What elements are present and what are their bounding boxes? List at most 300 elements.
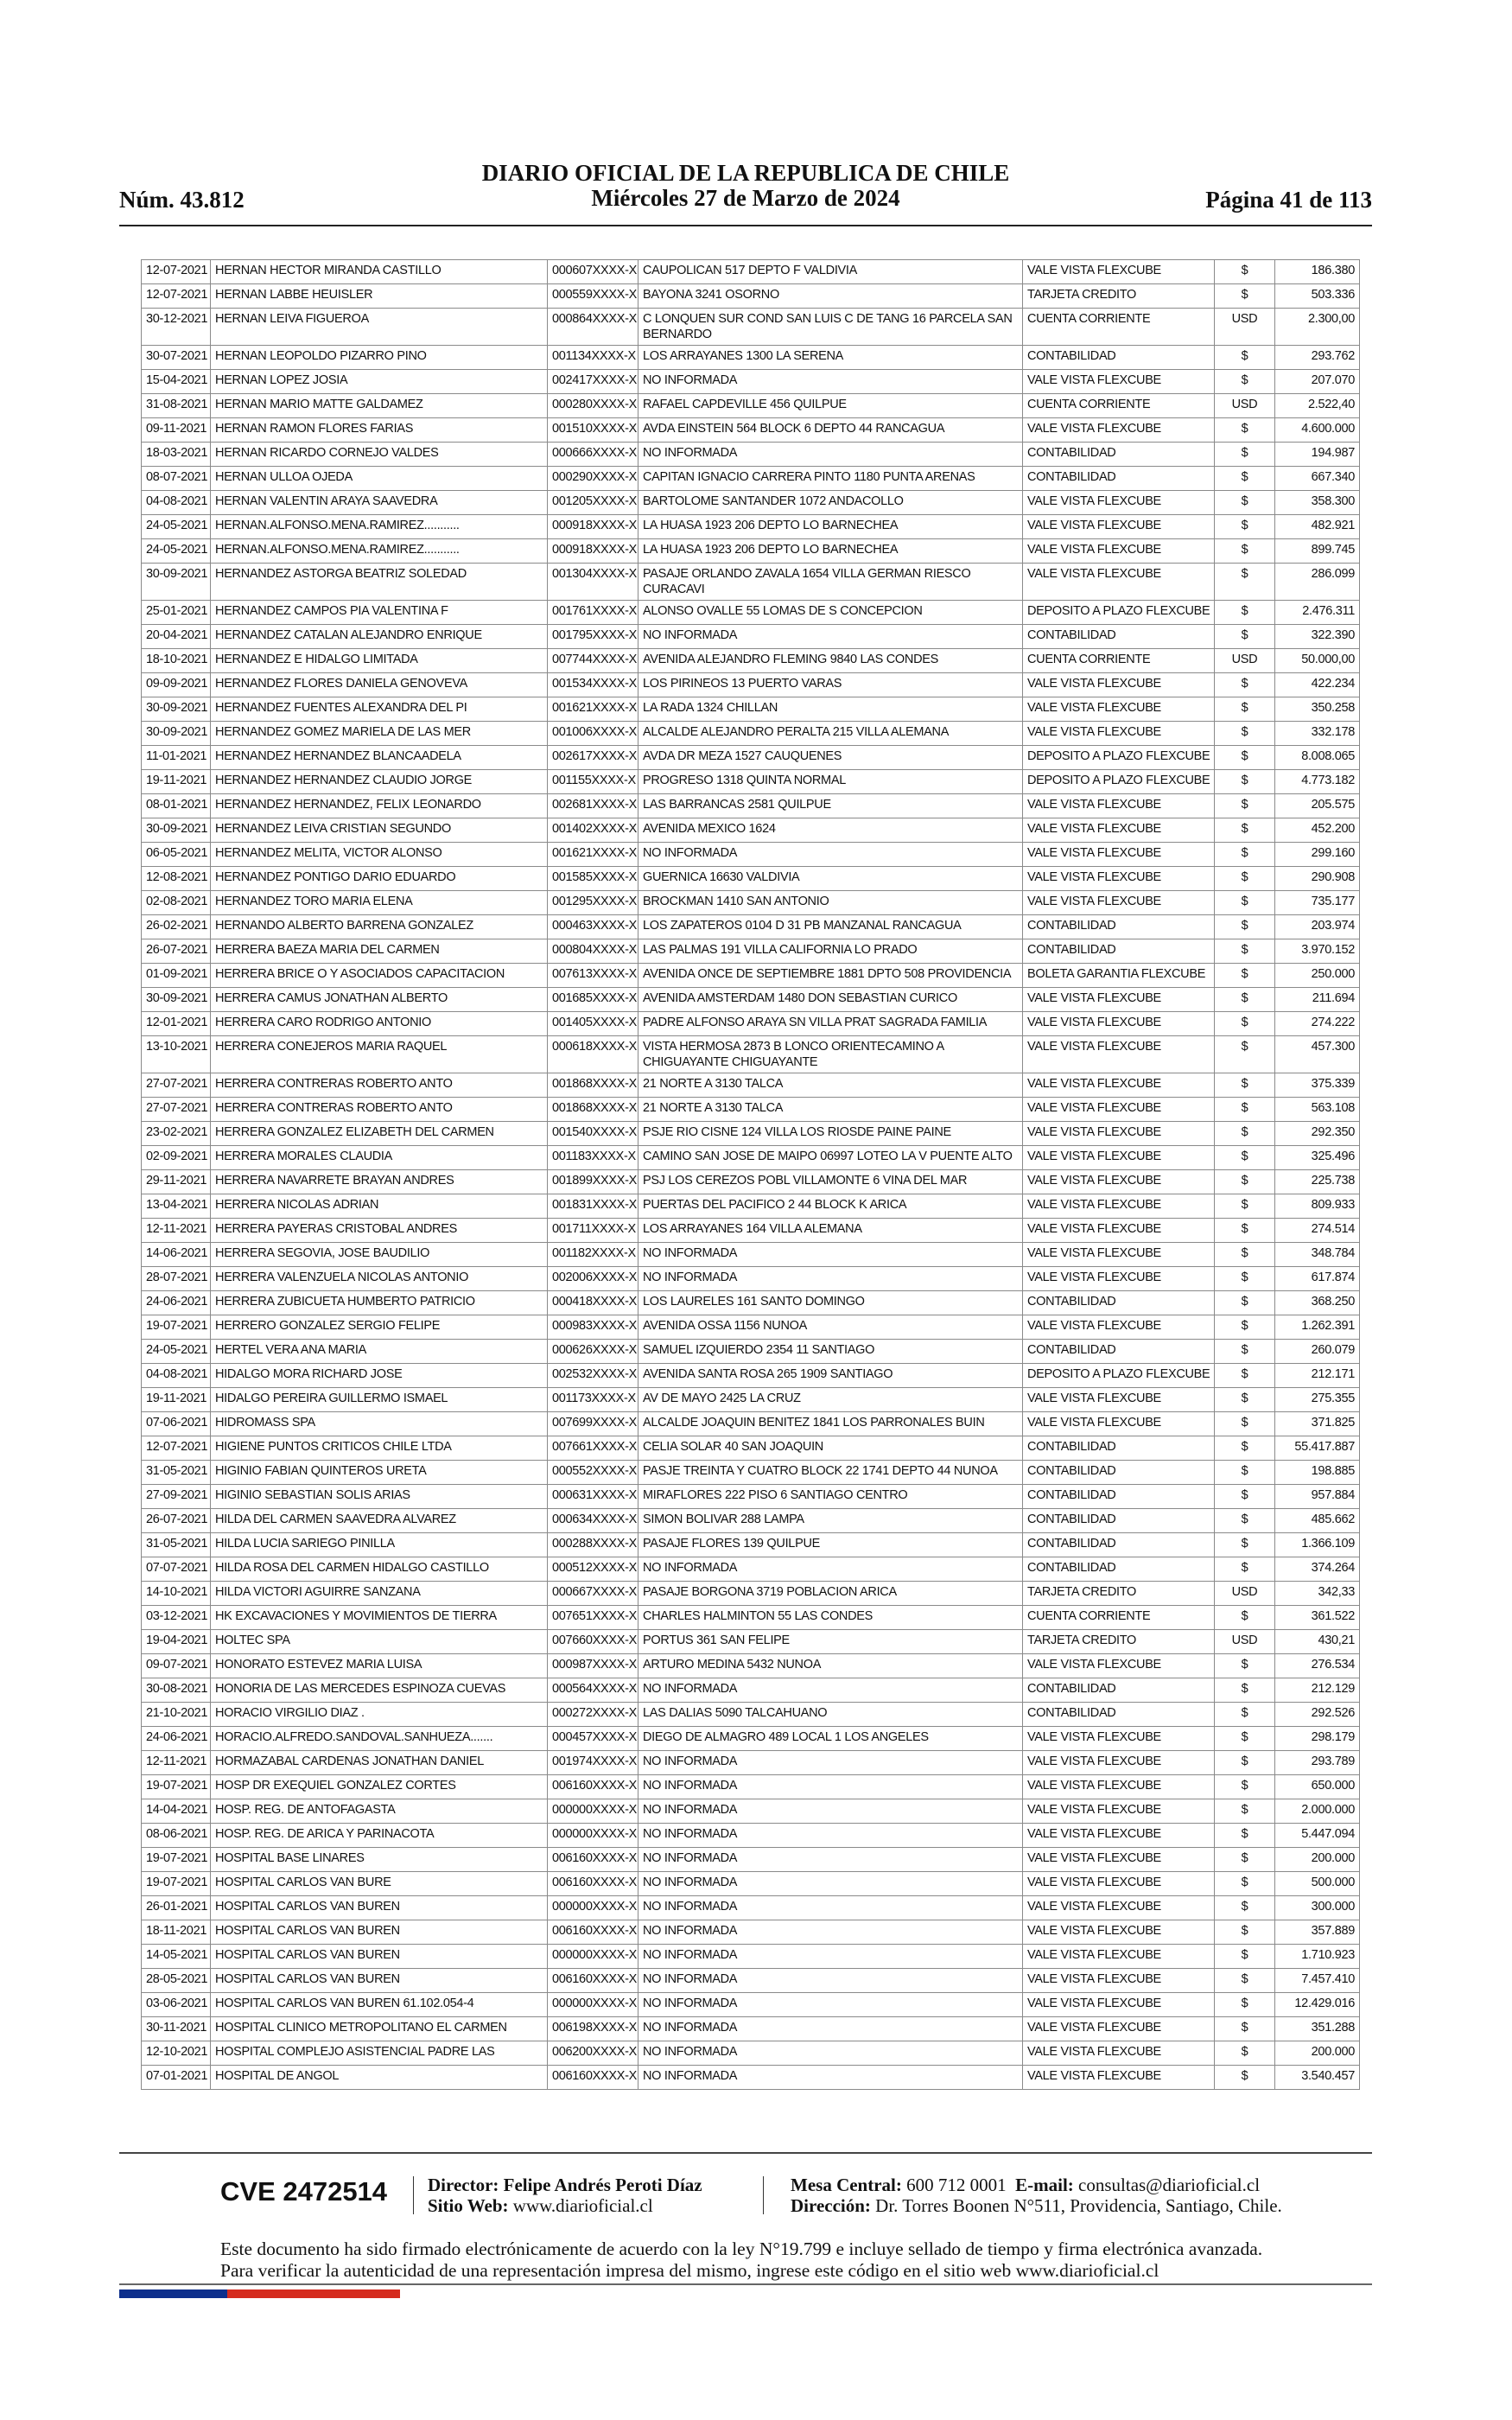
cell-currency: $ (1215, 1485, 1275, 1509)
cell-address: LAS DALIAS 5090 TALCAHUANO (638, 1703, 1023, 1727)
cell-currency: $ (1215, 260, 1275, 284)
cell-address: NO INFORMADA (638, 1267, 1023, 1291)
table-row (142, 1654, 1360, 1678)
cell-name: HIGINIO FABIAN QUINTEROS URETA (211, 1461, 548, 1485)
cell-currency: USD (1215, 309, 1275, 346)
cell-rut: 000463XXXX-X (548, 915, 638, 939)
cell-address: VISTA HERMOSA 2873 B LONCO ORIENTECAMINO A CHIGUAYANTE CHIGUAYANTE (638, 1036, 1023, 1073)
cell-address: PASAJE BORGONA 3719 POBLACION ARICA (638, 1582, 1023, 1606)
cell-amount: 12.429.016 (1275, 1993, 1360, 2017)
cell-amount: 286.099 (1275, 564, 1360, 601)
cell-amount: 503.336 (1275, 284, 1360, 309)
cell-product: VALE VISTA FLEXCUBE (1023, 697, 1215, 722)
cell-amount: 299.160 (1275, 843, 1360, 867)
cell-amount: 212.171 (1275, 1364, 1360, 1388)
cell-date: 04-08-2021 (142, 491, 211, 515)
cell-rut: 007613XXXX-X (548, 964, 638, 988)
cell-name: HERNAN LEIVA FIGUEROA (211, 309, 548, 346)
cell-product: VALE VISTA FLEXCUBE (1023, 1146, 1215, 1170)
cell-currency: $ (1215, 418, 1275, 443)
cell-address: BROCKMAN 1410 SAN ANTONIO (638, 891, 1023, 915)
cell-amount: 374.264 (1275, 1557, 1360, 1582)
cell-product: VALE VISTA FLEXCUBE (1023, 515, 1215, 539)
cell-currency: $ (1215, 564, 1275, 601)
cell-name: HERNANDEZ CATALAN ALEJANDRO ENRIQUE (211, 625, 548, 649)
cell-product: VALE VISTA FLEXCUBE (1023, 1194, 1215, 1219)
cell-name: HERNANDEZ PONTIGO DARIO EDUARDO (211, 867, 548, 891)
cell-amount: 212.129 (1275, 1678, 1360, 1703)
signature-notice: Este documento ha sido firmado electrónicamente de acuerdo con la ley N°19.799 e incluye sellado de tiempo y firma electrónica avanzada. Para verificar la autenticidad de una representación impresa del mismo, ingrese este código en el sitio web www.diarioficial.cl (220, 2238, 1263, 2281)
cell-name: HOSPITAL CARLOS VAN BUREN (211, 1969, 548, 1993)
cell-name: HILDA ROSA DEL CARMEN HIDALGO CASTILLO (211, 1557, 548, 1582)
website-label: Sitio Web: (428, 2195, 509, 2216)
cell-date: 14-04-2021 (142, 1799, 211, 1824)
cell-currency: $ (1215, 1098, 1275, 1122)
cell-date: 21-10-2021 (142, 1703, 211, 1727)
cell-rut: 000552XXXX-X (548, 1461, 638, 1485)
cell-rut: 002532XXXX-X (548, 1364, 638, 1388)
table-row (142, 1098, 1360, 1122)
cell-amount: 2.476.311 (1275, 601, 1360, 625)
cell-name: HERNAN RAMON FLORES FARIAS (211, 418, 548, 443)
table-row (142, 673, 1360, 697)
cell-currency: $ (1215, 1036, 1275, 1073)
cell-name: HERNAN.ALFONSO.MENA.RAMIREZ........... (211, 539, 548, 564)
cell-address: LOS ARRAYANES 164 VILLA ALEMANA (638, 1219, 1023, 1243)
cell-rut: 002417XXXX-X (548, 370, 638, 394)
cell-currency: $ (1215, 1945, 1275, 1969)
cell-currency: $ (1215, 1364, 1275, 1388)
cell-currency: $ (1215, 1533, 1275, 1557)
cell-rut: 001899XXXX-X (548, 1170, 638, 1194)
cell-date: 09-09-2021 (142, 673, 211, 697)
cell-address: LOS LAURELES 161 SANTO DOMINGO (638, 1291, 1023, 1315)
cell-amount: 225.738 (1275, 1170, 1360, 1194)
cell-name: HERRERO GONZALEZ SERGIO FELIPE (211, 1315, 548, 1340)
cell-product: VALE VISTA FLEXCUBE (1023, 1896, 1215, 1920)
cell-currency: $ (1215, 1775, 1275, 1799)
cell-currency: $ (1215, 601, 1275, 625)
cell-amount: 292.526 (1275, 1703, 1360, 1727)
cell-rut: 000626XXXX-X (548, 1340, 638, 1364)
cell-rut: 001795XXXX-X (548, 625, 638, 649)
cell-rut: 001155XXXX-X (548, 770, 638, 794)
website-link[interactable]: www.diarioficial.cl (512, 2195, 653, 2216)
cell-rut: 006200XXXX-X (548, 2041, 638, 2066)
cell-product: VALE VISTA FLEXCUBE (1023, 1727, 1215, 1751)
email-link[interactable]: consultas@diarioficial.cl (1078, 2175, 1261, 2195)
cell-amount: 361.522 (1275, 1606, 1360, 1630)
cell-name: HERNAN VALENTIN ARAYA SAAVEDRA (211, 491, 548, 515)
cell-rut: 001295XXXX-X (548, 891, 638, 915)
cell-amount: 457.300 (1275, 1036, 1360, 1073)
cell-date: 03-12-2021 (142, 1606, 211, 1630)
table-row (142, 625, 1360, 649)
cell-date: 18-10-2021 (142, 649, 211, 673)
cell-currency: USD (1215, 649, 1275, 673)
cell-currency: $ (1215, 1727, 1275, 1751)
table-row (142, 1036, 1360, 1073)
cell-address: NO INFORMADA (638, 1872, 1023, 1896)
cell-name: HERRERA MORALES CLAUDIA (211, 1146, 548, 1170)
cell-rut: 000272XXXX-X (548, 1703, 638, 1727)
cell-currency: $ (1215, 370, 1275, 394)
cell-rut: 000667XXXX-X (548, 1582, 638, 1606)
cell-currency: $ (1215, 1267, 1275, 1291)
cell-rut: 006160XXXX-X (548, 1969, 638, 1993)
cell-date: 13-04-2021 (142, 1194, 211, 1219)
cell-amount: 5.447.094 (1275, 1824, 1360, 1848)
table-row (142, 515, 1360, 539)
cell-address: PASAJE ORLANDO ZAVALA 1654 VILLA GERMAN RIESCO CURACAVI (638, 564, 1023, 601)
cell-address: AVENIDA ONCE DE SEPTIEMBRE 1881 DPTO 508 PROVIDENCIA (638, 964, 1023, 988)
cell-currency: $ (1215, 1678, 1275, 1703)
cell-address: LAS BARRANCAS 2581 QUILPUE (638, 794, 1023, 818)
cell-amount: 8.008.065 (1275, 746, 1360, 770)
cell-product: VALE VISTA FLEXCUBE (1023, 1012, 1215, 1036)
table-row (142, 1291, 1360, 1315)
cell-date: 11-01-2021 (142, 746, 211, 770)
cell-name: HERNANDEZ LEIVA CRISTIAN SEGUNDO (211, 818, 548, 843)
cell-product: VALE VISTA FLEXCUBE (1023, 1751, 1215, 1775)
cell-rut: 000918XXXX-X (548, 515, 638, 539)
cell-date: 01-09-2021 (142, 964, 211, 988)
cell-address: ARTURO MEDINA 5432 NUNOA (638, 1654, 1023, 1678)
cell-address: DIEGO DE ALMAGRO 489 LOCAL 1 LOS ANGELES (638, 1727, 1023, 1751)
cell-amount: 563.108 (1275, 1098, 1360, 1122)
cell-name: HONORATO ESTEVEZ MARIA LUISA (211, 1654, 548, 1678)
cell-name: HERNANDO ALBERTO BARRENA GONZALEZ (211, 915, 548, 939)
cell-currency: $ (1215, 1606, 1275, 1630)
table-row (142, 794, 1360, 818)
cell-name: HIGIENE PUNTOS CRITICOS CHILE LTDA (211, 1436, 548, 1461)
records-table (141, 259, 1360, 2090)
cell-address: PASJE TREINTA Y CUATRO BLOCK 22 1741 DEPTO 44 NUNOA (638, 1461, 1023, 1485)
records-table-container (141, 259, 1359, 2090)
cell-amount: 452.200 (1275, 818, 1360, 843)
cell-address: LA HUASA 1923 206 DEPTO LO BARNECHEA (638, 515, 1023, 539)
cell-name: HERRERA NAVARRETE BRAYAN ANDRES (211, 1170, 548, 1194)
table-row (142, 1340, 1360, 1364)
cell-currency: $ (1215, 1194, 1275, 1219)
cell-address: C LONQUEN SUR COND SAN LUIS C DE TANG 16 PARCELA SAN BERNARDO (638, 309, 1023, 346)
cell-address: CAMINO SAN JOSE DE MAIPO 06997 LOTEO LA V PUENTE ALTO (638, 1146, 1023, 1170)
cell-date: 12-10-2021 (142, 2041, 211, 2066)
table-row (142, 1219, 1360, 1243)
cell-currency: $ (1215, 722, 1275, 746)
cell-rut: 007661XXXX-X (548, 1436, 638, 1461)
cell-date: 12-11-2021 (142, 1219, 211, 1243)
cell-currency: $ (1215, 1340, 1275, 1364)
cell-date: 30-07-2021 (142, 346, 211, 370)
cell-address: LOS PIRINEOS 13 PUERTO VARAS (638, 673, 1023, 697)
cell-date: 30-12-2021 (142, 309, 211, 346)
cell-currency: USD (1215, 1630, 1275, 1654)
cell-rut: 001006XXXX-X (548, 722, 638, 746)
cell-currency: $ (1215, 284, 1275, 309)
cell-address: PUERTAS DEL PACIFICO 2 44 BLOCK K ARICA (638, 1194, 1023, 1219)
cell-currency: $ (1215, 988, 1275, 1012)
cell-product: VALE VISTA FLEXCUBE (1023, 1824, 1215, 1848)
table-row (142, 1872, 1360, 1896)
records-table-body (142, 260, 1360, 2090)
cell-amount: 332.178 (1275, 722, 1360, 746)
cell-currency: $ (1215, 539, 1275, 564)
cell-name: HERNAN LEOPOLDO PIZARRO PINO (211, 346, 548, 370)
cell-currency: $ (1215, 346, 1275, 370)
header-divider (119, 225, 1372, 226)
director-block (428, 2175, 702, 2216)
cell-address: AVENIDA OSSA 1156 NUNOA (638, 1315, 1023, 1340)
cell-date: 06-05-2021 (142, 843, 211, 867)
cell-product: DEPOSITO A PLAZO FLEXCUBE (1023, 1364, 1215, 1388)
cell-rut: 000457XXXX-X (548, 1727, 638, 1751)
cell-rut: 007651XXXX-X (548, 1606, 638, 1630)
cell-address: 21 NORTE A 3130 TALCA (638, 1073, 1023, 1098)
cell-address: NO INFORMADA (638, 1775, 1023, 1799)
cell-name: HERNANDEZ ASTORGA BEATRIZ SOLEDAD (211, 564, 548, 601)
cell-rut: 000864XXXX-X (548, 309, 638, 346)
cell-date: 27-07-2021 (142, 1098, 211, 1122)
cell-date: 30-08-2021 (142, 1678, 211, 1703)
cell-product: CONTABILIDAD (1023, 443, 1215, 467)
cell-rut: 001974XXXX-X (548, 1751, 638, 1775)
cell-rut: 001831XXXX-X (548, 1194, 638, 1219)
cell-date: 14-06-2021 (142, 1243, 211, 1267)
cell-address: AVDA EINSTEIN 564 BLOCK 6 DEPTO 44 RANCAGUA (638, 418, 1023, 443)
cell-product: CONTABILIDAD (1023, 1461, 1215, 1485)
cell-name: HERRERA BRICE O Y ASOCIADOS CAPACITACION (211, 964, 548, 988)
cell-amount: 55.417.887 (1275, 1436, 1360, 1461)
table-row (142, 601, 1360, 625)
cell-amount: 260.079 (1275, 1340, 1360, 1364)
cell-product: VALE VISTA FLEXCUBE (1023, 260, 1215, 284)
issue-date: Miércoles 27 de Marzo de 2024 (591, 185, 900, 211)
cell-address: PADRE ALFONSO ARAYA SN VILLA PRAT SAGRADA FAMILIA (638, 1012, 1023, 1036)
cell-currency: $ (1215, 1557, 1275, 1582)
cell-name: HERRERA VALENZUELA NICOLAS ANTONIO (211, 1267, 548, 1291)
cell-rut: 001534XXXX-X (548, 673, 638, 697)
cell-product: VALE VISTA FLEXCUBE (1023, 867, 1215, 891)
cell-address: GUERNICA 16630 VALDIVIA (638, 867, 1023, 891)
footer-separator (763, 2176, 764, 2214)
cell-date: 26-07-2021 (142, 1509, 211, 1533)
cell-product: CONTABILIDAD (1023, 1340, 1215, 1364)
cell-name: HERNAN.ALFONSO.MENA.RAMIREZ........... (211, 515, 548, 539)
cell-rut: 001402XXXX-X (548, 818, 638, 843)
cell-rut: 000804XXXX-X (548, 939, 638, 964)
table-row (142, 2017, 1360, 2041)
cell-address: MIRAFLORES 222 PISO 6 SANTIAGO CENTRO (638, 1485, 1023, 1509)
cell-date: 26-02-2021 (142, 915, 211, 939)
cell-rut: 000559XXXX-X (548, 284, 638, 309)
cell-rut: 006198XXXX-X (548, 2017, 638, 2041)
cell-rut: 001621XXXX-X (548, 843, 638, 867)
cell-product: VALE VISTA FLEXCUBE (1023, 1775, 1215, 1799)
cell-address: 21 NORTE A 3130 TALCA (638, 1098, 1023, 1122)
cell-currency: $ (1215, 794, 1275, 818)
table-row (142, 1364, 1360, 1388)
table-row (142, 1799, 1360, 1824)
cell-amount: 368.250 (1275, 1291, 1360, 1315)
cell-product: CONTABILIDAD (1023, 1291, 1215, 1315)
cell-date: 25-01-2021 (142, 601, 211, 625)
cell-amount: 667.340 (1275, 467, 1360, 491)
cell-rut: 002006XXXX-X (548, 1267, 638, 1291)
cell-currency: $ (1215, 1920, 1275, 1945)
cell-rut: 006160XXXX-X (548, 2066, 638, 2090)
cell-address: NO INFORMADA (638, 1896, 1023, 1920)
table-row (142, 843, 1360, 867)
table-row (142, 1703, 1360, 1727)
cell-amount: 274.222 (1275, 1012, 1360, 1036)
cell-product: CONTABILIDAD (1023, 1485, 1215, 1509)
table-row (142, 1267, 1360, 1291)
cell-currency: $ (1215, 843, 1275, 867)
cell-amount: 357.889 (1275, 1920, 1360, 1945)
cell-currency: $ (1215, 1388, 1275, 1412)
cell-date: 31-05-2021 (142, 1533, 211, 1557)
cell-name: HONORIA DE LAS MERCEDES ESPINOZA CUEVAS (211, 1678, 548, 1703)
cell-name: HORACIO VIRGILIO DIAZ . (211, 1703, 548, 1727)
table-row (142, 1848, 1360, 1872)
masthead (119, 161, 1372, 211)
cell-product: TARJETA CREDITO (1023, 1630, 1215, 1654)
cell-name: HOSPITAL CARLOS VAN BUREN (211, 1920, 548, 1945)
cell-date: 30-09-2021 (142, 697, 211, 722)
cell-product: CONTABILIDAD (1023, 1557, 1215, 1582)
cell-amount: 274.514 (1275, 1219, 1360, 1243)
cell-name: HERRERA ZUBICUETA HUMBERTO PATRICIO (211, 1291, 548, 1315)
cell-rut: 000618XXXX-X (548, 1036, 638, 1073)
cell-name: HOSPITAL CARLOS VAN BUREN (211, 1896, 548, 1920)
table-row (142, 1557, 1360, 1582)
cell-currency: $ (1215, 1146, 1275, 1170)
cell-product: TARJETA CREDITO (1023, 284, 1215, 309)
cell-date: 30-09-2021 (142, 988, 211, 1012)
cell-product: VALE VISTA FLEXCUBE (1023, 1412, 1215, 1436)
cell-amount: 348.784 (1275, 1243, 1360, 1267)
cell-date: 15-04-2021 (142, 370, 211, 394)
cell-currency: $ (1215, 1509, 1275, 1533)
cell-name: HOSP DR EXEQUIEL GONZALEZ CORTES (211, 1775, 548, 1799)
table-row (142, 1461, 1360, 1485)
cell-rut: 006160XXXX-X (548, 1920, 638, 1945)
cell-date: 19-07-2021 (142, 1848, 211, 1872)
cell-amount: 1.366.109 (1275, 1533, 1360, 1557)
table-row (142, 309, 1360, 346)
phone-number: 600 712 0001 (906, 2175, 1007, 2195)
cell-name: HERNANDEZ E HIDALGO LIMITADA (211, 649, 548, 673)
cell-rut: 001182XXXX-X (548, 1243, 638, 1267)
cell-product: VALE VISTA FLEXCUBE (1023, 1848, 1215, 1872)
cell-amount: 371.825 (1275, 1412, 1360, 1436)
cell-date: 18-03-2021 (142, 443, 211, 467)
cell-date: 12-01-2021 (142, 1012, 211, 1036)
cell-currency: $ (1215, 1969, 1275, 1993)
cell-name: HERRERA CONTRERAS ROBERTO ANTO (211, 1098, 548, 1122)
cell-currency: USD (1215, 1582, 1275, 1606)
table-row (142, 1122, 1360, 1146)
cell-rut: 001405XXXX-X (548, 1012, 638, 1036)
cell-currency: $ (1215, 915, 1275, 939)
cell-product: CONTABILIDAD (1023, 1533, 1215, 1557)
cell-name: HERRERA BAEZA MARIA DEL CARMEN (211, 939, 548, 964)
cell-product: VALE VISTA FLEXCUBE (1023, 794, 1215, 818)
cell-rut: 000000XXXX-X (548, 1824, 638, 1848)
cell-date: 30-09-2021 (142, 564, 211, 601)
email-label: E-mail: (1015, 2175, 1074, 2195)
cell-rut: 000634XXXX-X (548, 1509, 638, 1533)
cell-rut: 006160XXXX-X (548, 1848, 638, 1872)
cell-name: HERNANDEZ HERNANDEZ CLAUDIO JORGE (211, 770, 548, 794)
cell-address: NO INFORMADA (638, 625, 1023, 649)
table-row (142, 867, 1360, 891)
cell-currency: $ (1215, 515, 1275, 539)
cell-date: 24-05-2021 (142, 1340, 211, 1364)
cell-rut: 007744XXXX-X (548, 649, 638, 673)
cell-product: VALE VISTA FLEXCUBE (1023, 1036, 1215, 1073)
cell-date: 03-06-2021 (142, 1993, 211, 2017)
cell-name: HERRERA CAMUS JONATHAN ALBERTO (211, 988, 548, 1012)
table-row (142, 1315, 1360, 1340)
cell-address: AVENIDA AMSTERDAM 1480 DON SEBASTIAN CURICO (638, 988, 1023, 1012)
table-row (142, 1533, 1360, 1557)
issue-number: Núm. 43.812 (119, 187, 245, 213)
cell-amount: 957.884 (1275, 1485, 1360, 1509)
cell-rut: 001761XXXX-X (548, 601, 638, 625)
cell-rut: 000631XXXX-X (548, 1485, 638, 1509)
cell-date: 24-06-2021 (142, 1291, 211, 1315)
cell-amount: 293.789 (1275, 1751, 1360, 1775)
cell-currency: $ (1215, 1219, 1275, 1243)
cell-address: ALCALDE JOAQUIN BENITEZ 1841 LOS PARRONALES BUIN (638, 1412, 1023, 1436)
table-row (142, 964, 1360, 988)
cell-name: HOSP. REG. DE ARICA Y PARINACOTA (211, 1824, 548, 1848)
table-row (142, 1509, 1360, 1533)
table-row (142, 2066, 1360, 2090)
cell-address: NO INFORMADA (638, 1243, 1023, 1267)
cell-rut: 000000XXXX-X (548, 1896, 638, 1920)
cell-date: 08-06-2021 (142, 1824, 211, 1848)
cell-product: VALE VISTA FLEXCUBE (1023, 1945, 1215, 1969)
table-row (142, 539, 1360, 564)
cell-date: 19-11-2021 (142, 770, 211, 794)
page-header (119, 161, 1372, 213)
cell-currency: $ (1215, 1315, 1275, 1340)
cell-rut: 001711XXXX-X (548, 1219, 638, 1243)
cell-address: PSJE RIO CISNE 124 VILLA LOS RIOSDE PAINE PAINE (638, 1122, 1023, 1146)
cell-product: CUENTA CORRIENTE (1023, 649, 1215, 673)
cell-name: HERNANDEZ HERNANDEZ, FELIX LEONARDO (211, 794, 548, 818)
cell-date: 19-11-2021 (142, 1388, 211, 1412)
cell-product: VALE VISTA FLEXCUBE (1023, 1969, 1215, 1993)
cell-address: NO INFORMADA (638, 2017, 1023, 2041)
cell-amount: 430,21 (1275, 1630, 1360, 1654)
cell-date: 12-07-2021 (142, 1436, 211, 1461)
cell-rut: 000918XXXX-X (548, 539, 638, 564)
cell-amount: 290.908 (1275, 867, 1360, 891)
cell-name: HERNANDEZ GOMEZ MARIELA DE LAS MER (211, 722, 548, 746)
cell-name: HERNANDEZ FUENTES ALEXANDRA DEL PI (211, 697, 548, 722)
cell-amount: 735.177 (1275, 891, 1360, 915)
table-row (142, 1436, 1360, 1461)
table-row (142, 649, 1360, 673)
cell-currency: $ (1215, 1170, 1275, 1194)
cell-amount: 351.288 (1275, 2017, 1360, 2041)
table-row (142, 1751, 1360, 1775)
cell-name: HERRERA SEGOVIA, JOSE BAUDILIO (211, 1243, 548, 1267)
